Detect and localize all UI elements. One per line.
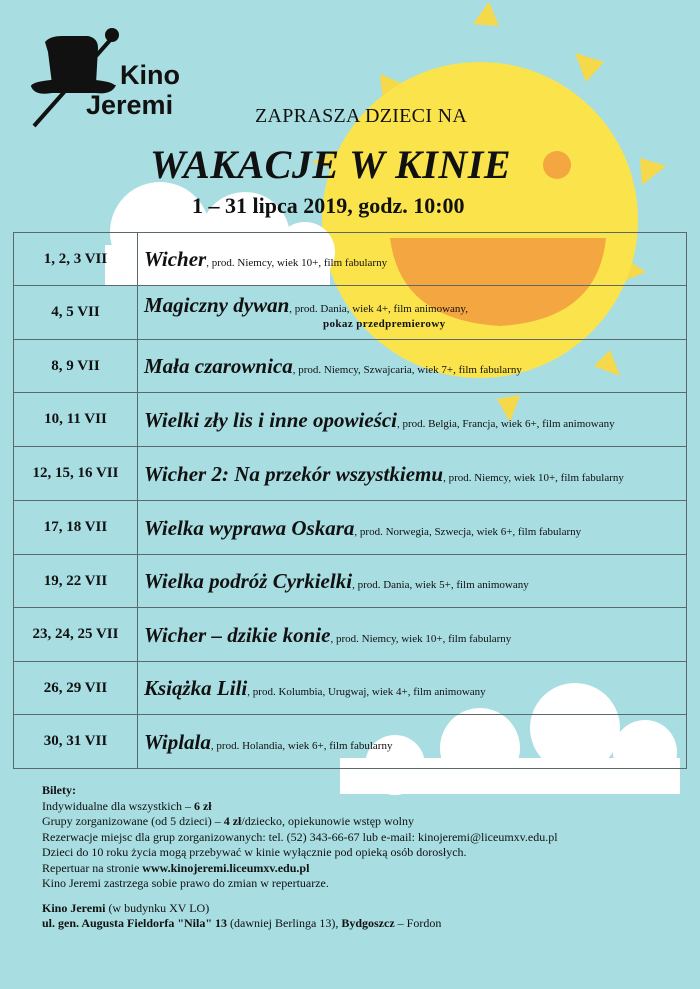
film-title: Książka Lili xyxy=(144,676,248,700)
film-entry xyxy=(138,662,687,715)
film-entry xyxy=(138,447,687,501)
film-title: Wielka wyprawa Oskara xyxy=(144,515,355,540)
film-info: , prod. Dania, wiek 4+, film animowany, xyxy=(289,303,468,315)
schedule-row xyxy=(14,715,687,769)
schedule-row xyxy=(14,608,687,662)
film-entry xyxy=(138,233,687,286)
repertoire-info: Repertuar na stronie www.kinojeremi.liceumxv.edu.pl xyxy=(42,860,310,875)
tickets-group: Grupy zorganizowane (od 5 dzieci) – 4 zł/dziecko, opiekunowie wstęp wolny xyxy=(42,814,415,828)
schedule-row xyxy=(14,555,687,608)
screening-dates: 10, 11 VII xyxy=(14,393,138,447)
tickets-heading: Bilety: xyxy=(42,783,76,797)
screening-dates: 19, 22 VII xyxy=(14,555,138,608)
screening-dates: 4, 5 VII xyxy=(14,286,138,340)
address-name: Kino Jeremi (w budynku XV LO) xyxy=(42,900,210,915)
children-note: Dzieci do 10 roku życia mogą przebywać w kinie wyłącznie pod opieką osób dorosłych. xyxy=(42,845,467,859)
schedule-row xyxy=(14,447,687,501)
tickets-individual: Indywidualne dla wszystkich – 6 zł xyxy=(42,798,212,813)
reservation-info: Rezerwacje miejsc dla grup zorganizowanych: tel. (52) 343-66-67 lub e-mail: kinojeremi@liceumxv.edu.pl xyxy=(42,829,558,844)
disclaimer: Kino Jeremi zastrzega sobie prawo do zmian w repertuarze. xyxy=(42,876,329,890)
film-title: Wiplala xyxy=(144,729,211,754)
film-info: , prod. Niemcy, Szwajcaria, wiek 7+, film fabularny xyxy=(292,364,522,376)
film-info: , prod. Niemcy, wiek 10+, film fabularny xyxy=(206,257,388,269)
screening-dates: 8, 9 VII xyxy=(14,340,138,393)
screening-dates: 30, 31 VII xyxy=(14,715,138,769)
film-info: , prod. Kolumbia, Urugwaj, wiek 4+, film animowany xyxy=(247,686,486,698)
schedule-row xyxy=(14,233,687,286)
film-entry xyxy=(138,715,687,769)
film-entry xyxy=(138,501,687,555)
page-title: WAKACJE W KINIE xyxy=(150,142,511,187)
film-title: Wicher 2: Na przekór wszystkiemu xyxy=(144,461,444,486)
logo-line-1: Kino xyxy=(120,60,180,90)
screening-dates: 23, 24, 25 VII xyxy=(14,608,138,662)
film-entry xyxy=(138,608,687,662)
film-entry xyxy=(138,340,687,393)
screening-dates: 12, 15, 16 VII xyxy=(14,447,138,501)
film-title: Wicher xyxy=(144,247,207,271)
schedule-row xyxy=(14,501,687,555)
film-entry xyxy=(138,286,687,340)
info-section xyxy=(42,783,558,932)
film-title: Wielka podróż Cyrkielki xyxy=(144,569,353,593)
schedule-row xyxy=(14,662,687,715)
schedule-table xyxy=(13,232,687,769)
repertoire-link[interactable]: www.kinojeremi.liceumxv.edu.pl xyxy=(142,860,310,875)
screening-dates: 1, 2, 3 VII xyxy=(14,233,138,286)
film-entry xyxy=(138,555,687,608)
logo xyxy=(86,60,180,120)
schedule-row xyxy=(14,340,687,393)
film-info: , prod. Belgia, Francja, wiek 6+, film animowany xyxy=(396,417,615,430)
address-street: ul. gen. Augusta Fieldorfa "Nila" 13 (dawniej Berlinga 13), Bydgoszcz – Fordon xyxy=(42,916,442,930)
date-range: 1 – 31 lipca 2019, godz. 10:00 xyxy=(192,193,465,218)
sun-eye-icon xyxy=(543,151,571,179)
film-info: , prod. Niemcy, wiek 10+, film fabularny xyxy=(330,632,512,645)
screening-dates: 17, 18 VII xyxy=(14,501,138,555)
film-info: , prod. Norwegia, Szwecja, wiek 6+, film fabularny xyxy=(354,525,582,538)
film-info: , prod. Niemcy, wiek 10+, film fabularny xyxy=(443,471,624,484)
film-entry xyxy=(138,393,687,447)
film-info: , prod. Dania, wiek 5+, film animowany xyxy=(352,579,529,591)
invite-text: ZAPRASZA DZIECI NA xyxy=(255,105,468,127)
premiere-note: pokaz przedpremierowy xyxy=(323,318,446,330)
film-title: Wicher – dzikie konie xyxy=(144,622,331,647)
film-info: , prod. Holandia, wiek 6+, film fabularny xyxy=(210,739,393,752)
schedule-row xyxy=(14,286,687,340)
film-title: Mała czarownica xyxy=(144,354,293,378)
schedule-row xyxy=(14,393,687,447)
screening-dates: 26, 29 VII xyxy=(14,662,138,715)
logo-line-2: Jeremi xyxy=(86,90,174,120)
film-title: Wielki zły lis i inne opowieści xyxy=(144,407,397,432)
film-title: Magiczny dywan xyxy=(144,293,290,317)
